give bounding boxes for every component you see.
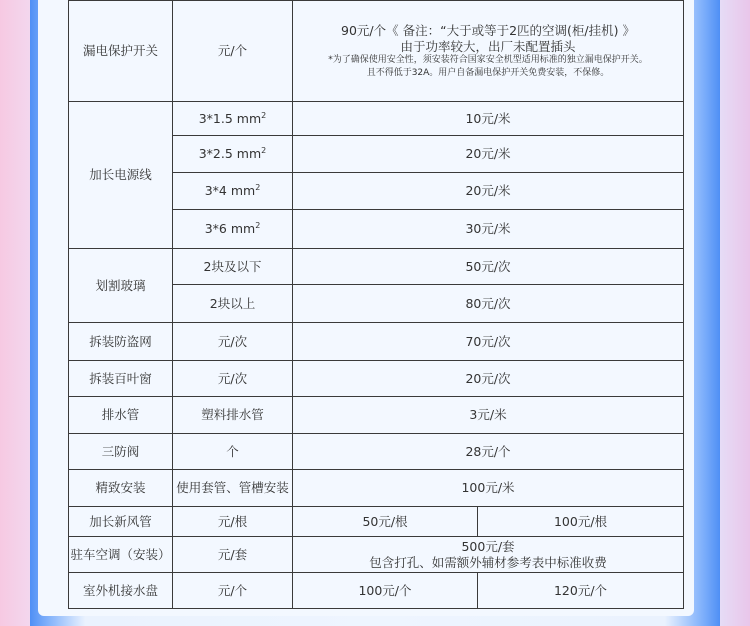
table-row: [69, 573, 684, 609]
item-name: 排水管: [69, 397, 173, 434]
item-unit: 使用套管、管槽安装: [173, 470, 293, 507]
item-unit: 塑料排水管: [173, 397, 293, 434]
item-price-note: [293, 1, 684, 102]
item-spec: 3*6 $mm^2$: [173, 210, 293, 249]
item-name: 拆装防盗网: [69, 323, 173, 361]
item-name: 加长电源线: [69, 102, 173, 249]
item-price: 100元/米: [293, 470, 684, 507]
table-row: [69, 434, 684, 470]
item-price: 20元/米: [293, 136, 684, 173]
item-name: 驻车空调（安装）: [69, 537, 173, 573]
item-price: 100元/根: [478, 507, 684, 537]
item-name: 漏电保护开关: [69, 1, 173, 102]
item-unit: 元/个: [173, 1, 293, 102]
item-price: 10元/米: [293, 102, 684, 136]
item-name: 精致安装: [69, 470, 173, 507]
item-price: 50元/根: [293, 507, 478, 537]
item-unit: 元/根: [173, 507, 293, 537]
item-spec: 3*1.5 $mm^2$: [173, 102, 293, 136]
item-unit: 元/个: [173, 573, 293, 609]
item-name: 三防阀: [69, 434, 173, 470]
table-row: [69, 102, 684, 136]
price-line: 90元/个《 备注：“大于或等于2匹的空调(柜/挂机) 》: [341, 23, 635, 39]
item-spec: 2块及以下: [173, 249, 293, 285]
item-spec: 3*2.5 $mm^2$: [173, 136, 293, 173]
item-price: 100元/个: [293, 573, 478, 609]
table-row: [69, 1, 684, 102]
note-line: 且不得低于32A。用户自备漏电保护开关免费安装，不保修。: [366, 67, 610, 78]
item-name: 加长新风管: [69, 507, 173, 537]
table-row: [69, 397, 684, 434]
item-unit: 个: [173, 434, 293, 470]
price-line: 包含打孔、如需额外辅材参考表中标准收费: [369, 554, 607, 570]
item-price: 20元/米: [293, 173, 684, 210]
price-line: 500元/套: [461, 538, 515, 554]
item-name: 室外机接水盘: [69, 573, 173, 609]
item-price: 120元/个: [478, 573, 684, 609]
table-row: [69, 323, 684, 361]
item-price: 28元/个: [293, 434, 684, 470]
item-price: 70元/次: [293, 323, 684, 361]
item-price: 20元/次: [293, 361, 684, 397]
item-spec: 3*4 $mm^2$: [173, 173, 293, 210]
item-price: 3元/米: [293, 397, 684, 434]
item-unit: 元/次: [173, 361, 293, 397]
item-spec: 2块以上: [173, 285, 293, 323]
item-unit: 元/套: [173, 537, 293, 573]
item-name: 拆装百叶窗: [69, 361, 173, 397]
table-row: [69, 537, 684, 573]
item-price: 50元/次: [293, 249, 684, 285]
item-unit: 元/次: [173, 323, 293, 361]
table-row: [69, 507, 684, 537]
service-price-table: [68, 0, 684, 609]
note-line: *为了确保使用安全性，须安装符合国家安全机型适用标准的独立漏电保护开关。: [328, 55, 648, 66]
table-row: [69, 361, 684, 397]
item-name: 划割玻璃: [69, 249, 173, 323]
price-line: 由于功率较大，出厂未配置插头: [400, 38, 576, 54]
item-price: [293, 537, 684, 573]
table-row: [69, 470, 684, 507]
table-row: [69, 249, 684, 285]
item-price: 80元/次: [293, 285, 684, 323]
item-price: 30元/米: [293, 210, 684, 249]
